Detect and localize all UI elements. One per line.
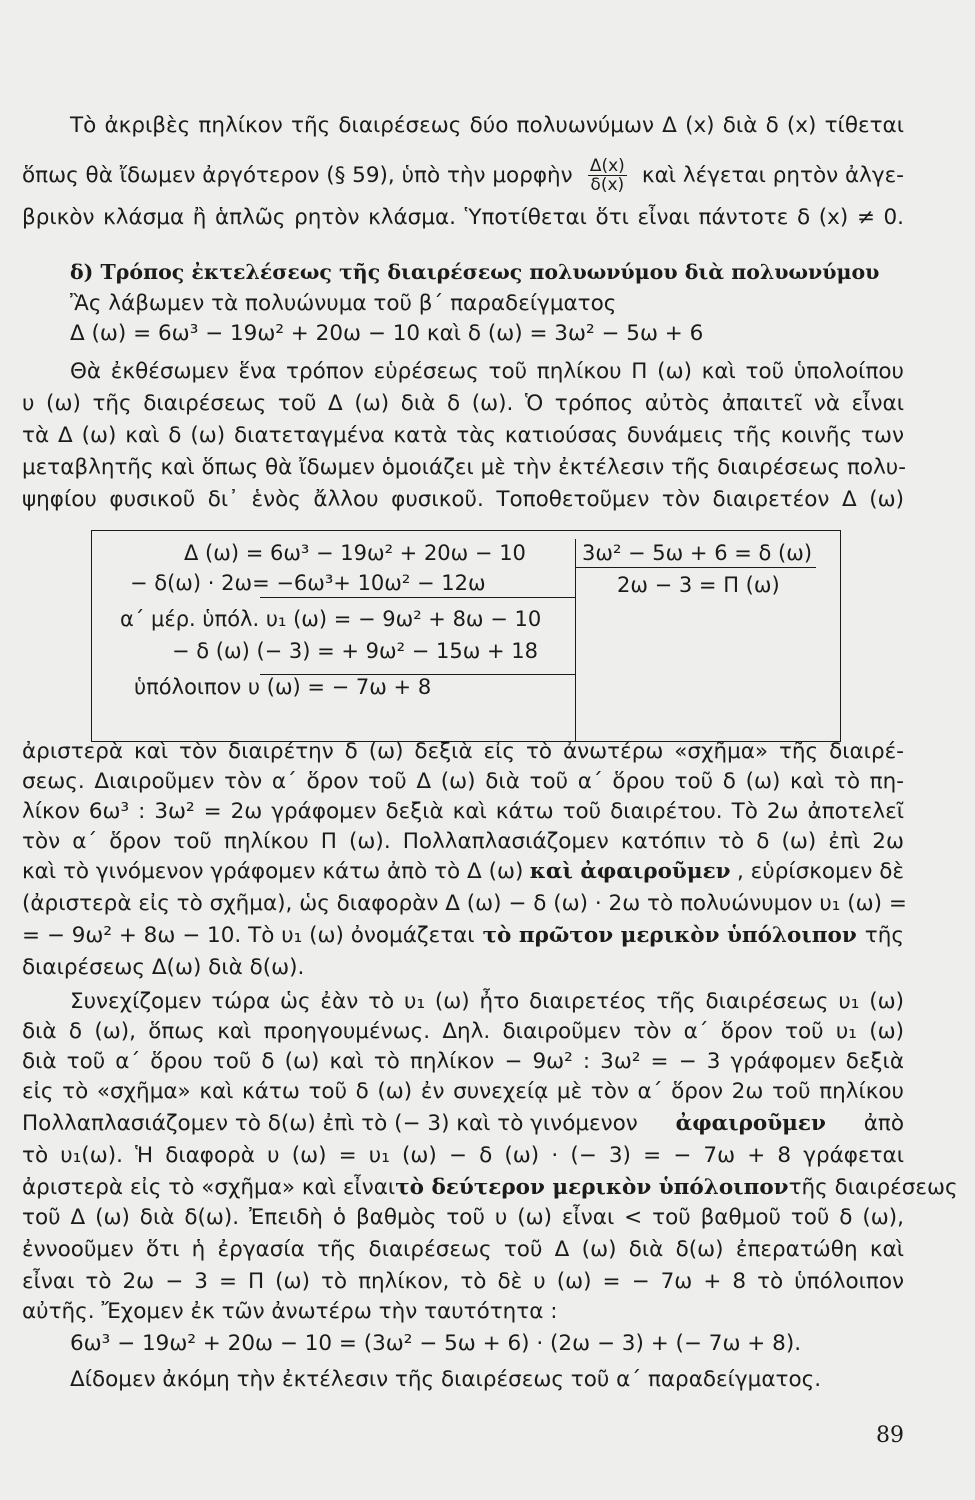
scheme-remainder-1: α΄ μέρ. ὑπόλ. υ₁ (ω) = − 9ω² + 8ω − 10 (120, 607, 542, 631)
para2-line-2: σεως. Διαιροῦμεν τὸν α΄ ὅρον τοῦ Δ (ω) διὰ τοῦ α΄ ὅρου τοῦ δ (ω) καὶ τὸ πη- (22, 769, 904, 794)
scheme-remainder-final: ὑπόλοιπον υ (ω) = − 7ω + 8 (134, 675, 432, 699)
intro-line-2-text: ὅπως θὰ ἴδωμεν ἀργότερον (§ 59), ὑπὸ τὴν μορφὴν (22, 162, 573, 188)
scheme-quotient: 2ω − 3 = Π (ω) (617, 573, 780, 597)
para1-formula: Δ (ω) = 6ω³ − 19ω² + 20ω − 10 καὶ δ (ω) = 3ω² − 5ω + 6 (70, 321, 704, 346)
emphasis-subtract-2: ἀφαιροῦμεν (675, 1111, 826, 1136)
para3-closing: Δίδομεν ἀκόμη τὴν ἐκτέλεσιν τῆς διαιρέσεως τοῦ α΄ παραδείγματος. (70, 1367, 822, 1392)
para1-line-6: μεταβλητῆς καὶ ὅπως θὰ ἴδωμεν ὁμοιάζει μὲ τὴν ἐκτέλεσιν τῆς διαιρέσεως πολυ- (22, 455, 907, 480)
para3-line-10: εἶναι τὸ 2ω − 3 = Π (ω) τὸ πηλίκον, τὸ δὲ υ (ω) = − 7ω + 8 τὸ ὑπόλοιπον (22, 1269, 904, 1294)
para2-line-6: (ἀριστερὰ εἰς τὸ σχῆμα), ὡς διαφορὰν Δ (ω) − δ (ω) · 2ω τὸ πολυώνυμον υ₁ (ω) = (22, 891, 907, 916)
para3-line-1: Συνεχίζομεν τώρα ὡς ἐὰν τὸ υ₁ (ω) ἦτο διαιρετέος τῆς διαιρέσεως υ₁ (ω) (70, 989, 904, 1014)
para2-line-4: τὸν α΄ ὅρον τοῦ πηλίκου Π (ω). Πολλαπλασιάζομεν κατόπιν τὸ δ (ω) ἐπὶ 2ω (22, 829, 904, 854)
scheme-sub1-rule (260, 597, 575, 598)
intro-line-2 (22, 157, 904, 194)
para3-line-7-a: ἀριστερὰ εἰς τὸ «σχῆμα» καὶ εἶναι (22, 1175, 396, 1200)
page-number: 89 (876, 1423, 904, 1448)
para3-line-5-a: Πολλαπλασιάζομεν τὸ δ(ω) ἐπὶ τὸ (− 3) καὶ τὸ γινόμενον (22, 1111, 638, 1136)
para3-line-2: διὰ δ (ω), ὅπως καὶ προηγουμένως. Δηλ. διαιροῦμεν τὸν α΄ ὅρον τοῦ υ₁ (ω) (22, 1019, 904, 1044)
para3-line-5 (22, 1109, 904, 1139)
fraction-numerator: Δ(x) (589, 156, 625, 176)
para3-line-7 (22, 1173, 958, 1203)
para2-line-7 (22, 921, 904, 951)
para2-line-7-a: = − 9ω² + 8ω − 10. Τὸ υ₁ (ω) ὀνομάζεται (22, 923, 475, 948)
para3-line-9: ἐννοοῦμεν ὅτι ἡ ἐργασία τῆς διαιρέσεως τοῦ Δ (ω) διὰ δ(ω) ἐπερατώθη καὶ (22, 1237, 904, 1262)
para2-line-5-a: καὶ τὸ γινόμενον γράφομεν κάτω ἀπὸ τὸ Δ (ω) (22, 859, 524, 884)
identity-formula: 6ω³ − 19ω² + 20ω − 10 = (3ω² − 5ω + 6) · (2ω − 3) + (− 7ω + 8). (70, 1331, 802, 1356)
para3-line-11: αὐτῆς. Ἔχομεν ἐκ τῶν ἀνωτέρω τὴν ταυτότητα : (22, 1299, 558, 1324)
para1-line-4: υ (ω) τῆς διαιρέσεως τοῦ Δ (ω) διὰ δ (ω). Ὁ τρόπος αὐτὸς ἀπαιτεῖ νὰ εἶναι (22, 391, 904, 416)
fraction-denominator: δ(x) (590, 175, 625, 195)
rational-fraction (588, 157, 627, 194)
division-scheme (91, 530, 841, 742)
scheme-divisor: 3ω² − 5ω + 6 = δ (ω) (582, 541, 813, 565)
para3-line-8: τοῦ Δ (ω) διὰ δ(ω). Ἐπειδὴ ὁ βαθμὸς τοῦ υ (ω) εἶναι < τοῦ βαθμοῦ τοῦ δ (ω), (22, 1205, 904, 1230)
para2-line-7-b: τῆς (864, 923, 904, 948)
para2-line-8: διαιρέσεως Δ(ω) διὰ δ(ω). (22, 955, 305, 980)
intro-line-1: Τὸ ἀκριβὲς πηλίκον τῆς διαιρέσεως δύο πολυωνύμων Δ (x) διὰ δ (x) τίθεται (70, 113, 904, 138)
para1-line-5: τὰ Δ (ω) καὶ δ (ω) διατεταγμένα κατὰ τὰς κατιούσας δυνάμεις τῆς κοινῆς των (22, 423, 904, 448)
para1-line-1: Ἂς λάβωμεν τὰ πολυώνυμα τοῦ β΄ παραδείγματος (70, 291, 617, 316)
scheme-subtract-2: − δ (ω) (− 3) = + 9ω² − 15ω + 18 (172, 639, 538, 663)
para3-line-7-b: τῆς διαιρέσεως (788, 1175, 958, 1200)
para3-line-4: εἰς τὸ «σχῆμα» καὶ κάτω τοῦ δ (ω) ἐν συνεχείᾳ μὲ τὸν α΄ ὅρον 2ω τοῦ πηλίκου (22, 1079, 904, 1104)
scheme-subtract-1: − δ(ω) · 2ω= −6ω³+ 10ω² − 12ω (130, 571, 486, 595)
intro-line-2-end: καὶ λέγεται ρητὸν ἀλγε- (641, 162, 904, 188)
scheme-divisor-rule (576, 567, 816, 568)
emphasis-second-partial-remainder: τὸ δεύτερον μερικὸν ὑπόλοιπον (395, 1175, 789, 1200)
para2-line-5-b: , εὑρίσκομεν δὲ (736, 859, 904, 884)
para1-line-3: Θὰ ἐκθέσωμεν ἕνα τρόπον εὑρέσεως τοῦ πηλίκου Π (ω) καὶ τοῦ ὑπολοίπου (70, 359, 904, 384)
scheme-dividend: Δ (ω) = 6ω³ − 19ω² + 20ω − 10 (184, 541, 526, 565)
emphasis-subtract: καὶ ἀφαιροῦμεν (529, 859, 731, 884)
intro-line-3: βρικὸν κλάσμα ἢ ἁπλῶς ρητὸν κλάσμα. Ὑποτίθεται ὅτι εἶναι πάντοτε δ (x) ≠ 0. (22, 205, 904, 230)
para1-line-7: ψηφίου φυσικοῦ δι᾿ ἑνὸς ἄλλου φυσικοῦ. Τοποθετοῦμεν τὸν διαιρετέον Δ (ω) (22, 487, 904, 512)
section-title: δ) Τρόπος ἐκτελέσεως τῆς διαιρέσεως πολυωνύμου διὰ πολυωνύμου (70, 260, 880, 284)
scheme-vertical-rule (575, 539, 576, 741)
para2-line-5 (22, 857, 904, 887)
para2-line-3: λίκον 6ω³ : 3ω² = 2ω γράφομεν δεξιὰ καὶ κάτω τοῦ διαιρέτου. Τὸ 2ω ἀποτελεῖ (22, 799, 904, 824)
emphasis-first-partial-remainder: τὸ πρῶτον μερικὸν ὑπόλοιπον (482, 923, 857, 948)
para3-line-5-b: ἀπὸ (863, 1111, 904, 1136)
para3-line-3: διὰ τοῦ α΄ ὅρου τοῦ δ (ω) καὶ τὸ πηλίκον − 9ω² : 3ω² = − 3 γράφομεν δεξιὰ (22, 1049, 904, 1074)
para3-line-6: τὸ υ₁(ω). Ἡ διαφορὰ υ (ω) = υ₁ (ω) − δ (ω) · (− 3) = − 7ω + 8 γράφεται (22, 1143, 904, 1168)
para2-line-1: ἀριστερὰ καὶ τὸν διαιρέτην δ (ω) δεξιὰ εἰς τὸ ἀνωτέρω «σχῆμα» τῆς διαιρέ- (22, 739, 904, 764)
